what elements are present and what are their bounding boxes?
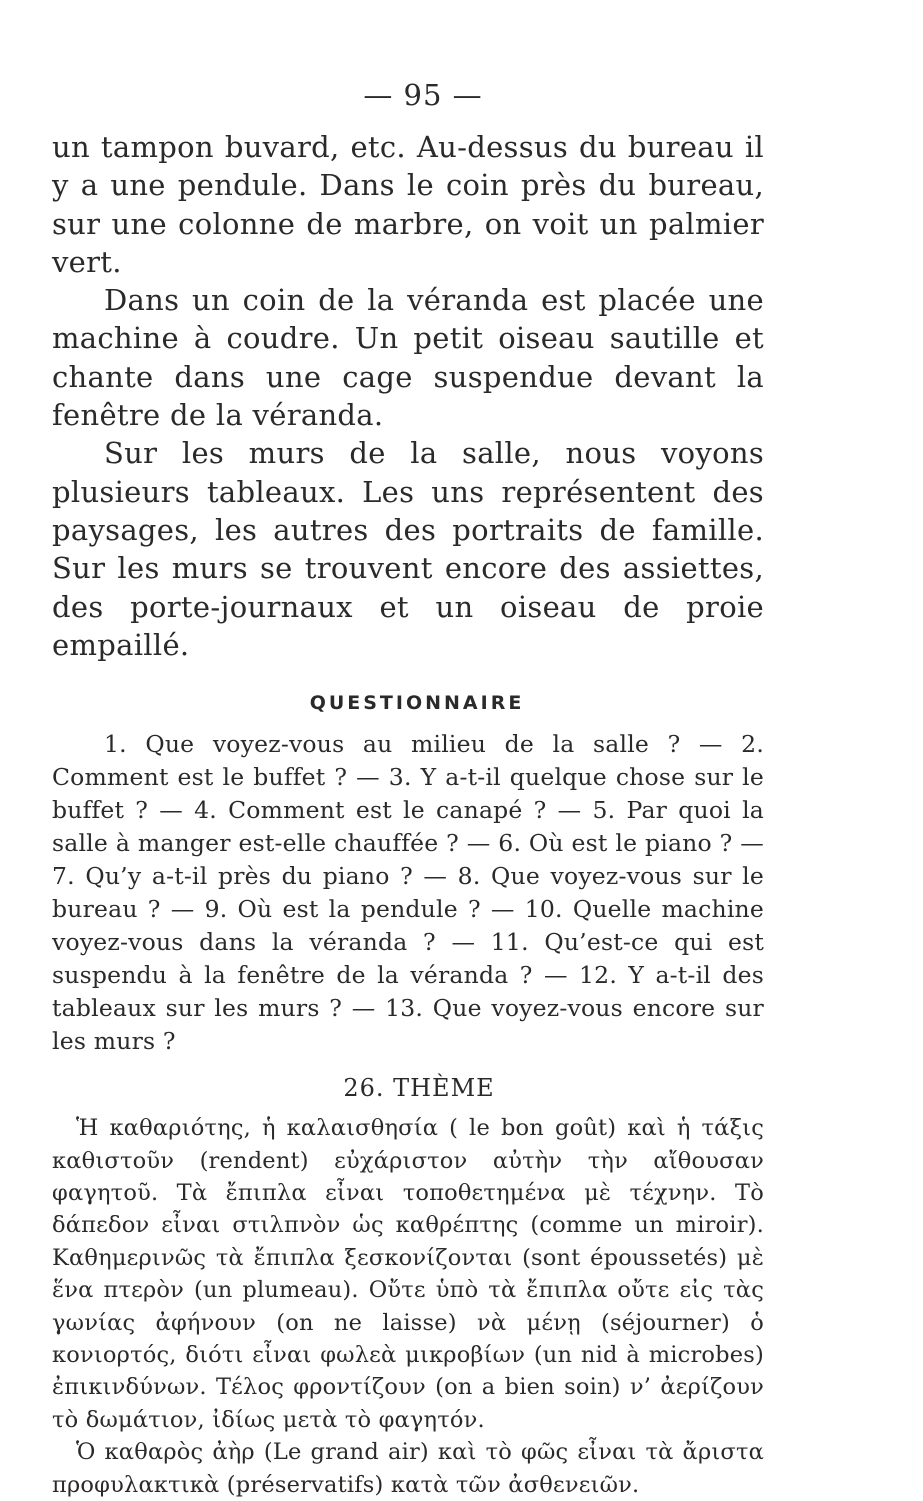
questionnaire-heading: QUESTIONNAIRE [309,692,525,715]
theme-text [52,1112,764,1501]
paragraph-walls: Sur les murs de la salle, nous voyons plusieurs tableaux. Les uns représentent des paysages, les autres des portraits de famille. Sur les murs se trouvent encore des assiettes, des porte-journaux et un oiseau de proie empaillé. [52,436,764,662]
questionnaire-text: 1. Que voyez-vous au milieu de la salle ? — 2. Comment est le buffet ? — 3. Y a-t-il quelque chose sur le buffet ? — 4. Comment est le canapé ? — 5. Par quoi la salle à manger est-elle chauffée ? — 6. Où est le piano ? — 7. Qu’y a-t-il près du piano ? — 8. Que voyez-vous sur le bureau ? — 9. Où est la pendule ? — 10. Quelle machine voyez-vous dans la véranda ? — 11. Qu’est-ce qui est suspendu à la fenêtre de la véranda ? — 12. Y a-t-il des tableaux sur les murs ? — 13. Que voyez-vous encore sur les murs ? [52,730,764,1056]
book-page [52,78,764,1501]
theme-paragraph-1: Ἡ καθαριότης, ἡ καλαισθησία ( le bon goût) καὶ ἡ τάξις καθιστοῦν (rendent) εὐχάριστον αὐτὴν τὴν αἴθουσαν φαγητοῦ. Τὰ ἔπιπλα εἶναι τοποθετημένα μὲ τέχνην. Τὸ δάπεδον εἶναι στιλπνὸν ὡς καθρέπτης (comme un miroir). Καθημερινῶς τὰ ἔπιπλα ξεσκονίζονται (sont époussetés) μὲ ἕνα πτερὸν (un plumeau). Οὔτε ὑπὸ τὰ ἔπιπλα οὔτε εἰς τὰς γωνίας ἀφήνουν (on ne laisse) νὰ μένῃ (séjourner) ὁ κονιορτός, διότι εἶναι φωλεὰ μικροβίων (un nid à microbes) ἐπικινδύνων. Τέλος φροντίζουν (on a bien soin) ν’ ἀερίζουν τὸ δωμάτιον, ἰδίως μετὰ τὸ φαγητόν. [52,1115,764,1433]
theme-paragraph-2: Ὁ καθαρὸς ἀὴρ (Le grand air) καὶ τὸ φῶς εἶναι τὰ ἄριστα προφυλακτικὰ (préservatifs) κατὰ τῶν ἀσθενειῶν. [52,1439,764,1498]
paragraph-study: un tampon buvard, etc. Au-dessus du bureau il y a une pendule. Dans le coin près du bureau, sur une colonne de marbre, on voit un palmier vert. [52,130,764,279]
paragraph-veranda: Dans un coin de la véranda est placée une machine à coudre. Un petit oiseau sautille et chante dans une cage suspendue devant la fenêtre de la véranda. [52,283,764,433]
main-text [52,128,764,664]
theme-heading: 26. THÈME [343,1074,495,1103]
page-number: — 95 — [363,78,483,112]
